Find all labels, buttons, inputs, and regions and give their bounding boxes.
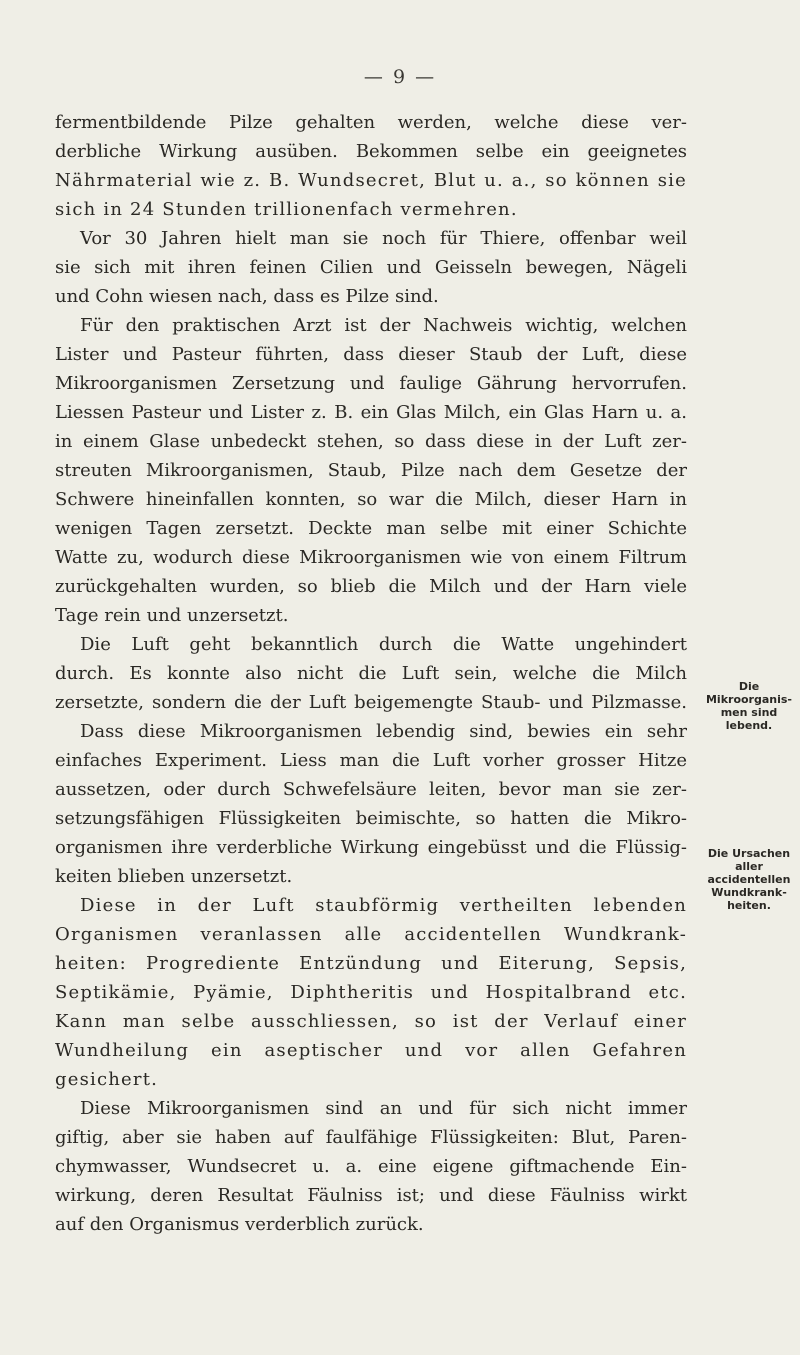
text-line: heiten: Progrediente Entzündung und Eiterung, Sepsis, <box>55 953 687 974</box>
text-line: in einem Glase unbedeckt stehen, so dass diese in der Luft zer- <box>55 431 687 452</box>
text-line: wirkung, deren Resultat Fäulniss ist; und diese Fäulniss wirkt <box>55 1185 687 1206</box>
margin-note-line: accidentellen <box>707 873 791 886</box>
text-line: setzungsfähigen Flüssigkeiten beimischte, so hatten die Mikro- <box>55 808 687 829</box>
text-line: einfaches Experiment. Liess man die Luft vorher grosser Hitze <box>55 750 687 771</box>
margin-note-line: Die Mikroorganis- <box>705 680 792 706</box>
margin-note-line: men sind lebend. <box>720 706 778 732</box>
text-line: sich in 24 Stunden trillionenfach vermehren. <box>55 199 518 220</box>
text-line: Septikämie, Pyämie, Diphtheritis und Hospitalbrand etc. <box>55 982 687 1003</box>
text-line: wenigen Tagen zersetzt. Deckte man selbe mit einer Schichte <box>55 518 687 539</box>
text-line: Vor 30 Jahren hielt man sie noch für Thiere, offenbar weil <box>80 228 687 249</box>
margin-note-line: Wundkrank- <box>711 886 787 899</box>
text-line: streuten Mikroorganismen, Staub, Pilze nach dem Gesetze der <box>55 460 687 481</box>
text-line: Kann man selbe ausschliessen, so ist der Verlauf einer <box>55 1011 687 1032</box>
text-line: Tage rein und unzersetzt. <box>55 605 289 626</box>
body-text <box>55 108 687 1239</box>
text-line: auf den Organismus verderblich zurück. <box>55 1214 424 1235</box>
text-line: Nährmaterial wie z. B. Wundsecret, Blut u. a., so können sie <box>55 170 687 191</box>
text-line: derbliche Wirkung ausüben. Bekommen selbe ein geeignetes <box>55 141 687 162</box>
text-line: Wundheilung ein aseptischer und vor allen Gefahren <box>55 1040 687 1061</box>
text-line: fermentbildende Pilze gehalten werden, welche diese ver- <box>55 112 687 133</box>
text-line: organismen ihre verderbliche Wirkung eingebüsst und die Flüssig- <box>55 837 687 858</box>
page-number: — 9 — <box>363 66 437 88</box>
text-line: Watte zu, wodurch diese Mikroorganismen wie von einem Filtrum <box>55 547 687 568</box>
text-line: Diese in der Luft staubförmig vertheilten lebenden <box>80 895 687 916</box>
text-line: aussetzen, oder durch Schwefelsäure leiten, bevor man sie zer- <box>55 779 687 800</box>
text-line: keiten blieben unzersetzt. <box>55 866 293 887</box>
text-line: Organismen veranlassen alle accidentellen Wundkrank- <box>55 924 687 945</box>
margin-note-line: heiten. <box>727 899 771 912</box>
text-line: durch. Es konnte also nicht die Luft sein, welche die Milch <box>55 663 687 684</box>
text-line: Diese Mikroorganismen sind an und für sich nicht immer <box>80 1098 687 1119</box>
text-line: Schwere hineinfallen konnten, so war die Milch, dieser Harn in <box>55 489 687 510</box>
text-line: Liessen Pasteur und Lister z. B. ein Glas Milch, ein Glas Harn u. a. <box>55 402 687 423</box>
text-line: Lister und Pasteur führten, dass dieser Staub der Luft, diese <box>55 344 687 365</box>
text-line: sie sich mit ihren feinen Cilien und Geisseln bewegen, Nägeli <box>55 257 687 278</box>
text-line: chymwasser, Wundsecret u. a. eine eigene giftmachende Ein- <box>55 1156 687 1177</box>
text-line: Dass diese Mikroorganismen lebendig sind, bewies ein sehr <box>80 721 687 742</box>
text-line: zurückgehalten wurden, so blieb die Milch und der Harn viele <box>55 576 687 597</box>
text-line: Die Luft geht bekanntlich durch die Watte ungehindert <box>80 634 687 655</box>
text-line: giftig, aber sie haben auf faulfähige Flüssigkeiten: Blut, Paren- <box>55 1127 687 1148</box>
margin-note-ursachen <box>700 847 798 912</box>
text-line: und Cohn wiesen nach, dass es Pilze sind. <box>55 286 439 307</box>
text-line: zersetzte, sondern die der Luft beigemengte Staub- und Pilzmasse. <box>55 692 687 713</box>
margin-note-line: Die Ursachen aller <box>707 847 791 873</box>
margin-note-mikroorganismen <box>700 680 798 732</box>
text-line: Mikroorganismen Zersetzung und faulige Gährung hervorrufen. <box>55 373 687 394</box>
text-line: Für den praktischen Arzt ist der Nachweis wichtig, welchen <box>80 315 687 336</box>
text-line: gesichert. <box>55 1069 159 1090</box>
